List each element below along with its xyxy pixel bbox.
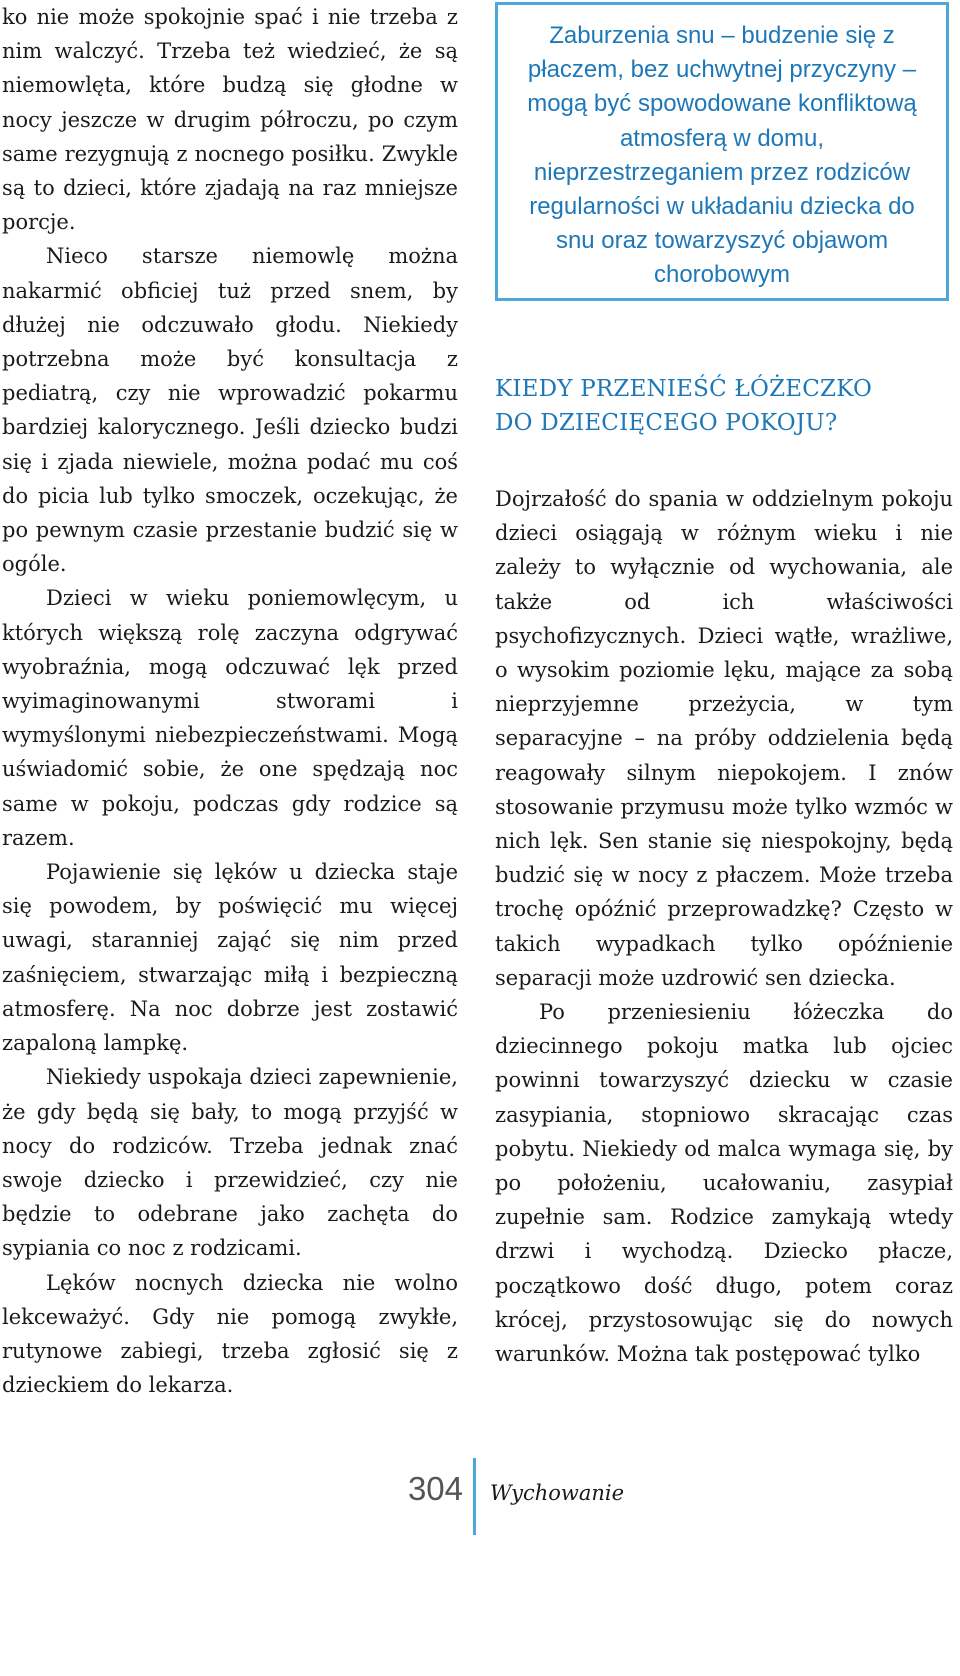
section-heading-line-2: DO DZIECIĘCEGO POKOJU?: [495, 410, 838, 436]
section-heading-line-1: KIEDY PRZENIEŚĆ ŁÓŻECZKO: [495, 376, 873, 402]
left-text-column: [2, 0, 458, 1402]
right-paragraph-2: Po przeniesieniu łóżeczka do dziecinnego pokoju matka lub ojciec powinni towarzyszyć dziecku w czasie zasypiania, stopniowo skracając czas pobytu. Niekiedy od malca wymaga się, by po położeniu, ucałowaniu, zasypiał zupełnie sam. Rodzice zamykają wtedy drzwi i wychodzą. Dziecko płacze, początkowo dość długo, potem coraz krócej, przystosowując się do nowych warunków. Można tak postępować tylko: [495, 1000, 953, 1367]
left-paragraph-4: Pojawienie się lęków u dziecka staje się powodem, by poświęcić mu więcej uwagi, staranniej zająć się nim przed zaśnięciem, stwarzając miłą i bezpieczną atmosferę. Na noc dobrze jest zostawić zapaloną lampkę.: [2, 860, 458, 1056]
left-paragraph-5: Niekiedy uspokaja dzieci zapewnienie, że gdy będą się bały, to mogą przyjść w nocy do rodziców. Trzeba jednak znać swoje dziecko i przewidzieć, czy nie będzie to odebrane jako zachęta do sypiania co noc z rodzicami.: [2, 1065, 458, 1261]
right-text-column: [495, 482, 953, 1371]
page-number: 304: [407, 1470, 463, 1507]
callout-text: Zaburzenia snu – budzenie się z płaczem, bez uchwytnej przyczyny – mogą być spowodowane konfliktową atmosferą w domu, nieprzestrzeganiem przez rodziców regularności w układaniu dziecka do snu oraz towarzyszyć objawom chorobowym: [527, 22, 917, 289]
running-footer-section: Wychowanie: [490, 1481, 625, 1505]
left-paragraph-6: Lęków nocnych dziecka nie wolno lekceważyć. Gdy nie pomogą zwykłe, rutynowe zabiegi, trzeba zgłosić się z dzieckiem do lekarza.: [2, 1270, 458, 1398]
right-paragraph-1: Dojrzałość do spania w oddzielnym pokoju dzieci osiągają w różnym wieku i nie zależy to wyłącznie od wychowania, ale także od ich właściwości psychofizycznych. Dzieci wątłe, wrażliwe, o wysokim poziomie lęku, mające za sobą nieprzyjemne przeżycia, w tym separacyjne – na próby oddzielenia będą reagowały silnym niepokojem. I znów stosowanie przymusu może tylko wzmóc w nich lęk. Sen stanie się niespokojny, będą budzić się w nocy z płaczem. Może trzeba trochę opóźnić przeprowadzkę? Często w takich wypadkach tylko opóźnienie separacji może uzdrowić sen dziecka.: [495, 487, 953, 990]
left-paragraph-1: ko nie może spokojnie spać i nie trzeba z nim walczyć. Trzeba też wiedzieć, że są niemowlęta, które budzą się głodne w nocy jeszcze w drugim półroczu, po czym same rezygnują z nocnego posiłku. Zwykle są to dzieci, które zjadają na raz mniejsze porcje.: [2, 5, 458, 235]
callout-box: [495, 2, 949, 301]
left-paragraph-3: Dzieci w wieku poniemowlęcym, u których większą rolę zaczyna odgrywać wyobraźnia, mogą odczuwać lęk przed wyimaginowanymi stworami i wymyślonymi niebezpieczeństwami. Mogą uświadomić sobie, że one spędzają noc same w pokoju, podczas gdy rodzice są razem.: [2, 586, 458, 850]
left-paragraph-2: Nieco starsze niemowlę można nakarmić obficiej tuż przed snem, by dłużej nie odczuwało głodu. Niekiedy potrzebna może być konsultacja z pediatrą, czy nie wprowadzić pokarmu bardziej kalorycznego. Jeśli dziecko budzi się i zjada niewiele, można podać mu coś do picia lub tylko smoczek, oczekując, że po pewnym czasie przestanie budzić się w ogóle.: [2, 244, 458, 577]
footer-divider: [473, 1458, 476, 1535]
section-heading: [495, 372, 953, 440]
